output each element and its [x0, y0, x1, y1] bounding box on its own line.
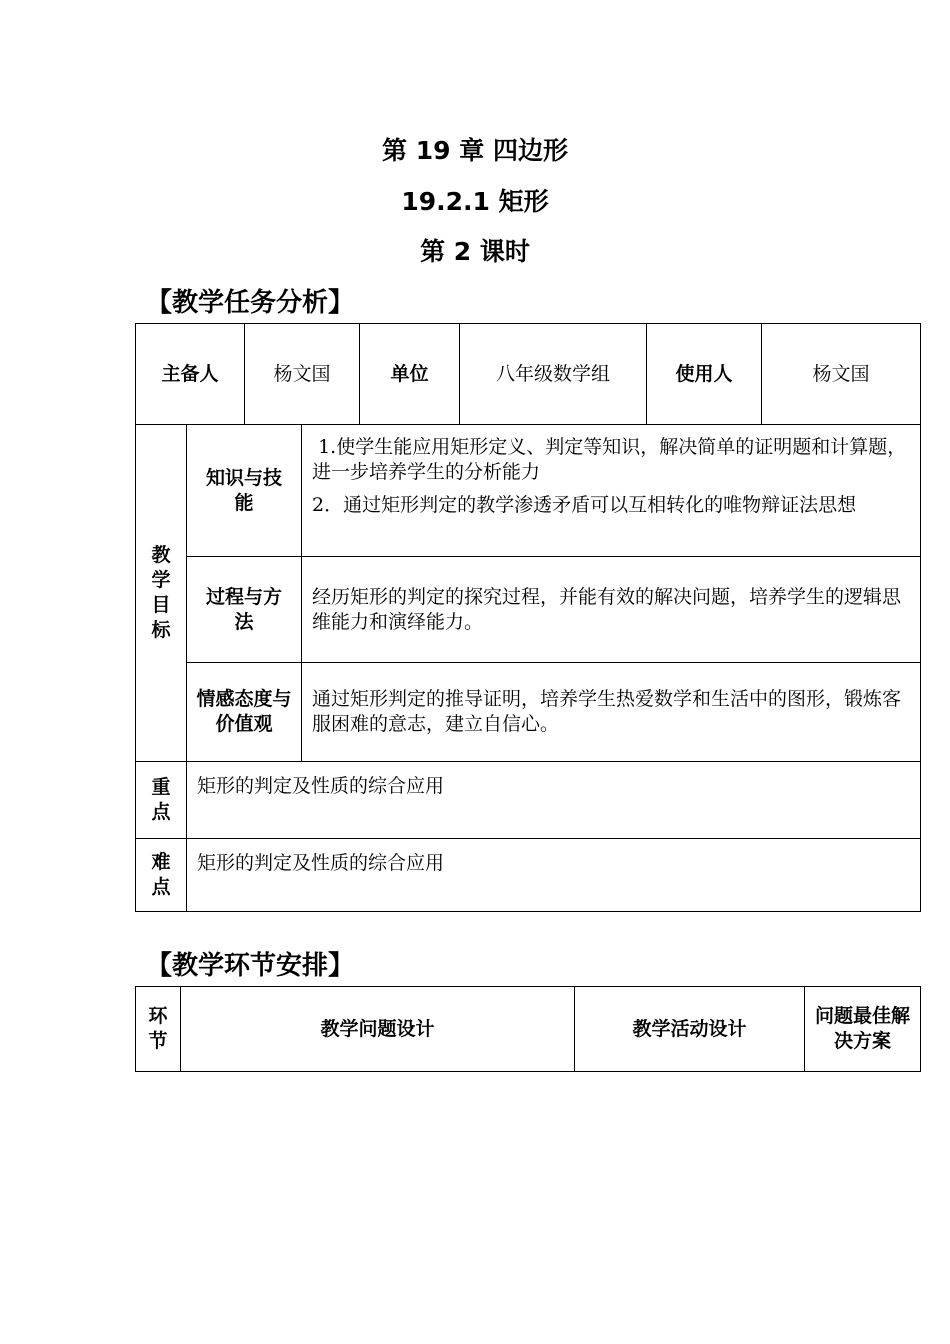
objective-text-knowledge — [302, 425, 921, 557]
column-header-stage: 环节 — [136, 987, 181, 1072]
task-analysis-heading: 【教学任务分析】 — [146, 288, 355, 318]
lesson-title: 第 2 课时 — [420, 237, 530, 266]
user-value: 杨文国 — [762, 324, 921, 425]
objectives-label: 教学目标 — [136, 425, 187, 762]
objective-line: 经历矩形的判定的探究过程，并能有效的解决问题，培养学生的逻辑思维能力和演绎能力。 — [312, 586, 902, 633]
column-header-question-design: 教学问题设计 — [181, 987, 575, 1072]
chapter-title: 第 19 章 四边形 — [382, 136, 568, 165]
section-title: 19.2.1 矩形 — [401, 187, 549, 216]
unit-label: 单位 — [360, 324, 460, 425]
arrangement-table — [135, 986, 921, 1072]
difficult-point-value: 矩形的判定及性质的综合应用 — [187, 839, 921, 912]
objective-line: 2．通过矩形判定的教学渗透矛盾可以互相转化的唯物辩证法思想 — [312, 494, 857, 516]
preparer-value: 杨文国 — [245, 324, 360, 425]
objective-label-knowledge: 知识与技能 — [187, 425, 302, 557]
objective-label-process: 过程与方法 — [187, 557, 302, 663]
preparer-label: 主备人 — [136, 324, 245, 425]
key-point-label: 重点 — [136, 762, 187, 839]
objective-label-emotion: 情感态度与价值观 — [187, 663, 302, 762]
objective-text-emotion — [302, 663, 921, 762]
objective-line: 通过矩形判定的推导证明，培养学生热爱数学和生活中的图形，锻炼客服困难的意志，建立自信心。 — [312, 688, 902, 735]
key-point-value: 矩形的判定及性质的综合应用 — [187, 762, 921, 839]
user-label: 使用人 — [647, 324, 762, 425]
arrangement-heading: 【教学环节安排】 — [146, 951, 355, 981]
objective-text-process — [302, 557, 921, 663]
column-header-best-solution: 问题最佳解决方案 — [805, 987, 921, 1072]
objective-line: 1.使学生能应用矩形定义、判定等知识，解决简单的证明题和计算题，进一步培养学生的分析能力 — [312, 436, 907, 483]
task-analysis-table — [135, 323, 921, 912]
column-header-activity-design: 教学活动设计 — [575, 987, 805, 1072]
difficult-point-label: 难点 — [136, 839, 187, 912]
unit-value: 八年级数学组 — [460, 324, 647, 425]
